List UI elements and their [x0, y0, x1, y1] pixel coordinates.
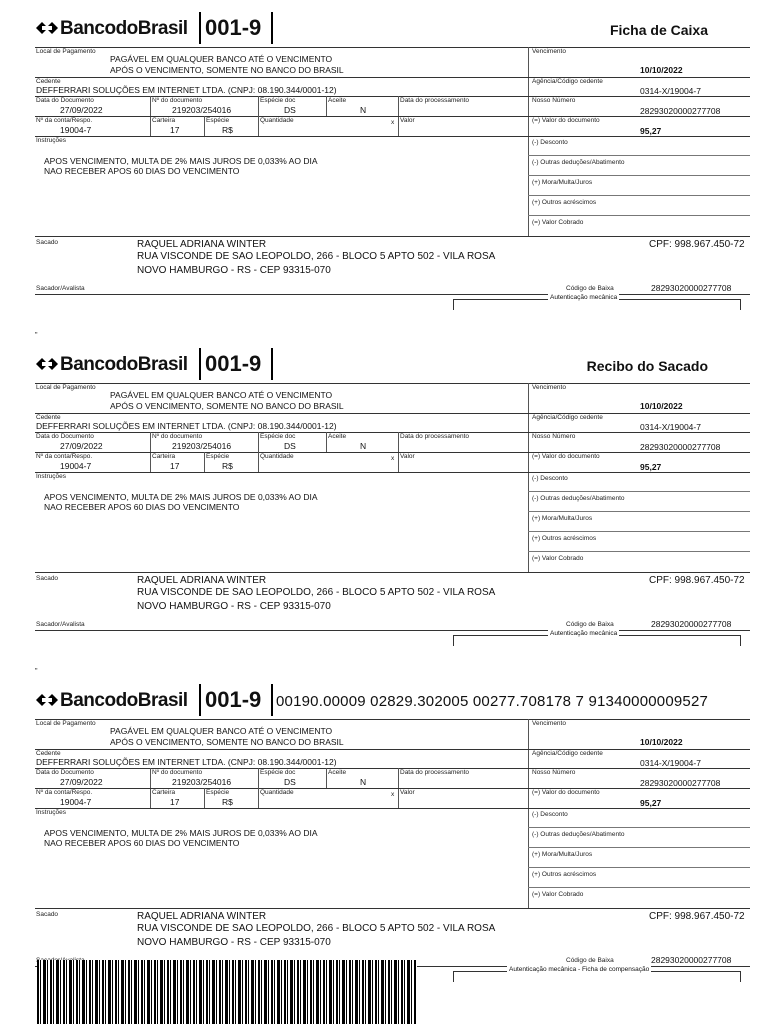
cedente-value: DEFFERRARI SOLUÇÕES EM INTERNET LTDA. (CNPJ: 08.190.344/0001-12) — [36, 85, 337, 95]
label-cedente: Cedente — [36, 78, 61, 85]
sacado-endereco-1: RUA VISCONDE DE SAO LEOPOLDO, 266 - BLOCO 5 APTO 502 - VILA ROSA — [137, 251, 496, 262]
aceite-value: N — [360, 777, 367, 787]
label-outros-acrescimos: (+) Outros acréscimos — [532, 199, 597, 206]
label-data-processamento: Data do processamento — [400, 97, 470, 104]
bank-logo — [36, 690, 188, 712]
aceite-value: N — [360, 105, 367, 115]
carteira-value: 17 — [170, 125, 180, 135]
vencimento-value: 10/10/2022 — [640, 737, 683, 747]
label-local-pagamento: Local de Pagamento — [36, 384, 96, 391]
label-autenticacao: Autenticação mecânica — [550, 630, 618, 637]
label-desconto: (-) Desconto — [532, 811, 568, 818]
label-mora: (+) Mora/Multa/Juros — [532, 851, 593, 858]
boleto-slip — [0, 682, 768, 982]
especie-value: R$ — [222, 797, 233, 807]
label-nosso-numero: Nosso Número — [532, 769, 576, 776]
bank-name: BancodoBrasil — [60, 354, 188, 375]
label-codigo-baixa: Código de Baixa — [566, 621, 614, 628]
vencimento-value: 10/10/2022 — [640, 401, 683, 411]
bank-logo-icon — [36, 356, 58, 372]
instrucao-line-1: APOS VENCIMENTO, MULTA DE 2% MAIS JUROS DE 0,033% AO DIA — [44, 828, 318, 838]
label-local-pagamento: Local de Pagamento — [36, 720, 96, 727]
label-instrucoes: Instruções — [36, 137, 66, 144]
label-valor-documento: (=) Valor do documento — [532, 453, 600, 460]
label-agencia: Agência/Código cedente — [532, 414, 603, 421]
instrucao-line-2: NAO RECEBER APOS 60 DIAS DO VENCIMENTO — [44, 166, 240, 176]
sacado-nome: RAQUEL ADRIANA WINTER — [137, 575, 267, 586]
label-codigo-baixa: Código de Baixa — [566, 285, 614, 292]
label-conta: Nº da conta/Respo. — [36, 453, 93, 460]
sacado-endereco-2: NOVO HAMBURGO - RS - CEP 93315-070 — [137, 265, 331, 276]
label-conta: Nº da conta/Respo. — [36, 789, 93, 796]
cedente-value: DEFFERRARI SOLUÇÕES EM INTERNET LTDA. (CNPJ: 08.190.344/0001-12) — [36, 421, 337, 431]
slip-title: Ficha de Caixa — [609, 22, 708, 38]
label-local-pagamento: Local de Pagamento — [36, 48, 96, 55]
codigo-baixa-value: 28293020000277708 — [651, 283, 732, 293]
label-sacado: Sacado — [36, 575, 59, 582]
label-valor: Valor — [400, 117, 415, 124]
slip-title: Recibo do Sacado — [586, 358, 708, 374]
sacado-cpf: CPF: 998.967.450-72 — [649, 239, 745, 250]
label-quantidade: Quantidade — [260, 453, 294, 460]
num-documento-value: 219203/254016 — [172, 105, 232, 115]
num-documento-value: 219203/254016 — [172, 777, 232, 787]
label-quantidade: Quantidade — [260, 789, 294, 796]
label-especie-doc: Espécie doc — [260, 97, 296, 104]
label-num-documento: Nº do documento — [152, 769, 203, 776]
label-especie-doc: Espécie doc — [260, 433, 296, 440]
label-especie-doc: Espécie doc — [260, 769, 296, 776]
local-line-1: PAGÁVEL EM QUALQUER BANCO ATÉ O VENCIMENTO — [110, 390, 333, 400]
label-desconto: (-) Desconto — [532, 139, 568, 146]
local-line-2: APÓS O VENCIMENTO, SOMENTE NO BANCO DO BRASIL — [110, 65, 344, 75]
x-mark: x — [391, 119, 395, 126]
label-outros-acrescimos: (+) Outros acréscimos — [532, 871, 597, 878]
local-line-2: APÓS O VENCIMENTO, SOMENTE NO BANCO DO BRASIL — [110, 737, 344, 747]
sacado-cpf: CPF: 998.967.450-72 — [649, 575, 745, 586]
cut-marker: " — [35, 668, 38, 675]
agencia-value: 0314-X/19004-7 — [640, 86, 701, 96]
label-agencia: Agência/Código cedente — [532, 78, 603, 85]
conta-value: 19004-7 — [60, 461, 92, 471]
valor-documento-value: 95,27 — [640, 462, 662, 472]
label-valor-cobrado: (=) Valor Cobrado — [532, 891, 584, 898]
aceite-value: N — [360, 441, 367, 451]
label-vencimento: Vencimento — [532, 720, 566, 727]
bank-logo-icon — [36, 692, 58, 708]
valor-documento-value: 95,27 — [640, 126, 662, 136]
label-outras-deducoes: (-) Outras deduções/Abatimento — [532, 495, 625, 502]
bank-logo — [36, 18, 188, 40]
cedente-value: DEFFERRARI SOLUÇÕES EM INTERNET LTDA. (CNPJ: 08.190.344/0001-12) — [36, 757, 337, 767]
label-outros-acrescimos: (+) Outros acréscimos — [532, 535, 597, 542]
label-data-documento: Data do Documento — [36, 97, 94, 104]
nosso-numero-value: 28293020000277708 — [640, 442, 721, 452]
especie-value: R$ — [222, 125, 233, 135]
bank-code: 001-9 — [205, 687, 262, 712]
label-data-processamento: Data do processamento — [400, 769, 470, 776]
label-vencimento: Vencimento — [532, 48, 566, 55]
data-documento-value: 27/09/2022 — [60, 105, 103, 115]
bank-code: 001-9 — [205, 351, 262, 376]
label-vencimento: Vencimento — [532, 384, 566, 391]
bank-name: BancodoBrasil — [60, 18, 188, 39]
bank-logo — [36, 354, 188, 376]
label-autenticacao: Autenticação mecânica — [550, 294, 618, 301]
sacado-endereco-1: RUA VISCONDE DE SAO LEOPOLDO, 266 - BLOCO 5 APTO 502 - VILA ROSA — [137, 923, 496, 934]
label-aceite: Aceite — [328, 97, 347, 104]
digitable-line: 00190.00009 02829.302005 00277.708178 7 91340000009527 — [276, 693, 709, 710]
label-mora: (+) Mora/Multa/Juros — [532, 515, 593, 522]
label-valor-cobrado: (=) Valor Cobrado — [532, 219, 584, 226]
label-outras-deducoes: (-) Outras deduções/Abatimento — [532, 159, 625, 166]
label-sacado: Sacado — [36, 239, 59, 246]
label-valor-documento: (=) Valor do documento — [532, 117, 600, 124]
label-sacador: Sacador/Avalista — [36, 285, 85, 292]
label-quantidade: Quantidade — [260, 117, 294, 124]
label-sacado: Sacado — [36, 911, 59, 918]
nosso-numero-value: 28293020000277708 — [640, 106, 721, 116]
sacado-nome: RAQUEL ADRIANA WINTER — [137, 239, 267, 250]
sacado-endereco-2: NOVO HAMBURGO - RS - CEP 93315-070 — [137, 601, 331, 612]
label-num-documento: Nº do documento — [152, 433, 203, 440]
codigo-baixa-value: 28293020000277708 — [651, 619, 732, 629]
label-data-documento: Data do Documento — [36, 769, 94, 776]
agencia-value: 0314-X/19004-7 — [640, 758, 701, 768]
label-carteira: Carteira — [152, 117, 176, 124]
label-cedente: Cedente — [36, 750, 61, 757]
instrucao-line-1: APOS VENCIMENTO, MULTA DE 2% MAIS JUROS DE 0,033% AO DIA — [44, 156, 318, 166]
boleto-slip — [0, 10, 768, 310]
x-mark: x — [391, 791, 395, 798]
label-carteira: Carteira — [152, 789, 176, 796]
label-agencia: Agência/Código cedente — [532, 750, 603, 757]
label-instrucoes: Instruções — [36, 809, 66, 816]
local-line-1: PAGÁVEL EM QUALQUER BANCO ATÉ O VENCIMENTO — [110, 726, 333, 736]
codigo-baixa-value: 28293020000277708 — [651, 955, 732, 965]
sacado-nome: RAQUEL ADRIANA WINTER — [137, 911, 267, 922]
label-valor-documento: (=) Valor do documento — [532, 789, 600, 796]
vencimento-value: 10/10/2022 — [640, 65, 683, 75]
label-especie: Espécie — [206, 789, 230, 796]
label-codigo-baixa: Código de Baixa — [566, 957, 614, 964]
label-num-documento: Nº do documento — [152, 97, 203, 104]
cut-marker: " — [35, 332, 38, 339]
bank-code: 001-9 — [205, 15, 262, 40]
boleto-slip — [0, 346, 768, 646]
label-aceite: Aceite — [328, 433, 347, 440]
sacado-cpf: CPF: 998.967.450-72 — [649, 911, 745, 922]
label-nosso-numero: Nosso Número — [532, 97, 576, 104]
label-outras-deducoes: (-) Outras deduções/Abatimento — [532, 831, 625, 838]
label-desconto: (-) Desconto — [532, 475, 568, 482]
valor-documento-value: 95,27 — [640, 798, 662, 808]
label-especie: Espécie — [206, 117, 230, 124]
label-data-processamento: Data do processamento — [400, 433, 470, 440]
label-autenticacao: Autenticação mecânica - Ficha de compensação — [509, 966, 650, 973]
agencia-value: 0314-X/19004-7 — [640, 422, 701, 432]
label-data-documento: Data do Documento — [36, 433, 94, 440]
label-aceite: Aceite — [328, 769, 347, 776]
label-carteira: Carteira — [152, 453, 176, 460]
x-mark: x — [391, 455, 395, 462]
label-valor: Valor — [400, 453, 415, 460]
instrucao-line-1: APOS VENCIMENTO, MULTA DE 2% MAIS JUROS DE 0,033% AO DIA — [44, 492, 318, 502]
label-nosso-numero: Nosso Número — [532, 433, 576, 440]
label-mora: (+) Mora/Multa/Juros — [532, 179, 593, 186]
especie-doc-value: DS — [284, 441, 296, 451]
label-cedente: Cedente — [36, 414, 61, 421]
label-especie: Espécie — [206, 453, 230, 460]
instrucao-line-2: NAO RECEBER APOS 60 DIAS DO VENCIMENTO — [44, 838, 240, 848]
label-valor: Valor — [400, 789, 415, 796]
local-line-1: PAGÁVEL EM QUALQUER BANCO ATÉ O VENCIMENTO — [110, 54, 333, 64]
local-line-2: APÓS O VENCIMENTO, SOMENTE NO BANCO DO BRASIL — [110, 401, 344, 411]
especie-value: R$ — [222, 461, 233, 471]
sacado-endereco-1: RUA VISCONDE DE SAO LEOPOLDO, 266 - BLOCO 5 APTO 502 - VILA ROSA — [137, 587, 496, 598]
carteira-value: 17 — [170, 461, 180, 471]
label-instrucoes: Instruções — [36, 473, 66, 480]
num-documento-value: 219203/254016 — [172, 441, 232, 451]
label-valor-cobrado: (=) Valor Cobrado — [532, 555, 584, 562]
especie-doc-value: DS — [284, 777, 296, 787]
sacado-endereco-2: NOVO HAMBURGO - RS - CEP 93315-070 — [137, 937, 331, 948]
especie-doc-value: DS — [284, 105, 296, 115]
bank-name: BancodoBrasil — [60, 690, 188, 711]
conta-value: 19004-7 — [60, 125, 92, 135]
conta-value: 19004-7 — [60, 797, 92, 807]
bank-logo-icon — [36, 20, 58, 36]
carteira-value: 17 — [170, 797, 180, 807]
instrucao-line-2: NAO RECEBER APOS 60 DIAS DO VENCIMENTO — [44, 502, 240, 512]
data-documento-value: 27/09/2022 — [60, 777, 103, 787]
data-documento-value: 27/09/2022 — [60, 441, 103, 451]
barcode — [37, 960, 417, 1024]
label-conta: Nº da conta/Respo. — [36, 117, 93, 124]
nosso-numero-value: 28293020000277708 — [640, 778, 721, 788]
label-sacador: Sacador/Avalista — [36, 621, 85, 628]
